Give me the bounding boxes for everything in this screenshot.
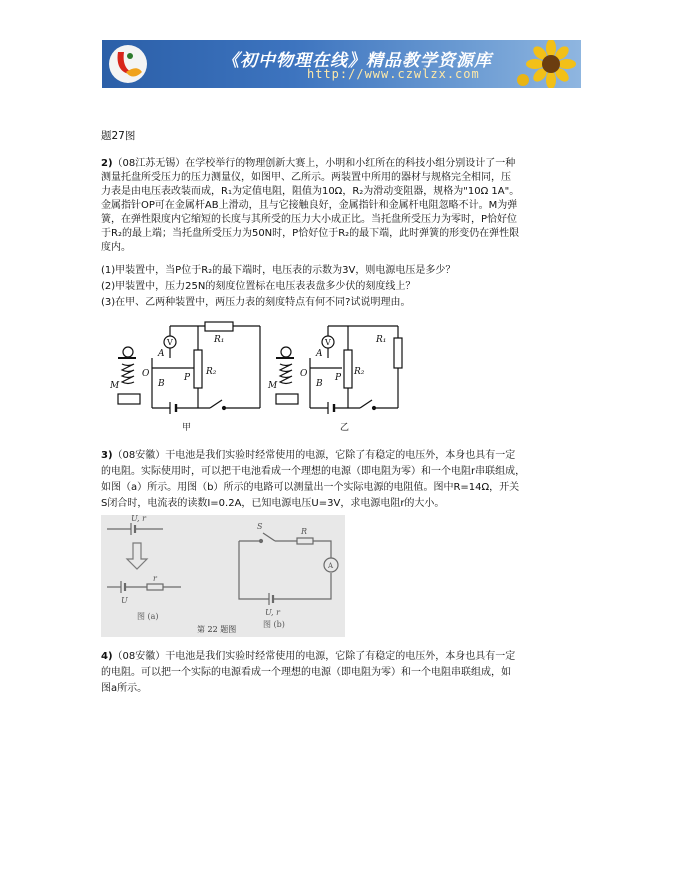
q3-line-2: 的电阻。实际使用时，可以把干电池看成一个理想的电源（即电阻为零）和一个电阻r串联组成，: [101, 466, 526, 477]
label-yi: 乙: [340, 423, 350, 433]
photo-label-rr: R: [301, 527, 308, 536]
photo-label-r: r: [153, 574, 157, 583]
label-v-jia: V: [167, 338, 173, 347]
q2-subq-3: (3)在甲、乙两种装置中，两压力表的刻度特点有何不同?试说明理由。: [101, 297, 411, 308]
q2-subq-1: (1)甲装置中，当P位于R₂的最下端时，电压表的示数为3V，则电源电压是多少？: [101, 265, 456, 276]
figure-heading: 题27图: [101, 130, 136, 142]
q4-line-2: 的电阻。可以把一个实际的电源看成一个理想的电源（即电阻为零）和一个电阻串联组成，如: [101, 667, 511, 678]
label-b-yi: B: [316, 379, 323, 389]
q4-line-3: 图a所示。: [101, 683, 148, 694]
q2-subq-2: (2)甲装置中，压力25N的刻度位置标在电压表表盘多少伏的刻度线上？: [101, 281, 416, 292]
label-jia: 甲: [182, 423, 192, 433]
circuit-diagram-jia-yi: [110, 318, 410, 436]
q2-line-6: 于R₂的最上端；当托盘所受压力为50N时，P恰好位于R₂的最下端，此时弹簧的形变仍在弹性限: [101, 228, 520, 239]
label-m-yi: M: [268, 381, 278, 391]
photo-caption: 第 22 题图: [197, 625, 237, 634]
label-p-yi: P: [335, 373, 342, 383]
q2-line-3: 力表是由电压表改装而成，R₁为定值电阻，阻值为10Ω，R₂为滑动变阻器，规格为"10Ω 1A"。: [101, 186, 520, 197]
q2-line-2: 测量托盘所受压力的压力测量仪，如图甲、乙所示。两装置中所用的器材与规格完全相同，压: [101, 172, 511, 183]
photo-label-ammeter: A: [328, 562, 334, 570]
q3-line-3: 如图（a）所示。用图（b）所示的电路可以测量出一个实际电源的电阻值。图中R=14Ω，开关: [101, 482, 520, 493]
q4-number: 4): [101, 651, 113, 662]
battery-circuit-figure: [101, 515, 345, 637]
q2-text: （08江苏无锡）在学校举行的物理创新大赛上，小明和小红所在的科技小组分别设计了一种: [112, 158, 516, 169]
photo-label-fig-b: 图 (b): [263, 620, 285, 629]
label-o-yi: O: [300, 369, 308, 379]
label-r2-jia: R₂: [206, 367, 217, 377]
q3-number: 3): [101, 450, 113, 461]
banner-title: 《初中物理在线》精品教学资源库: [222, 51, 492, 71]
label-a-jia: A: [158, 349, 165, 359]
label-p-jia: P: [184, 373, 191, 383]
q4-text: （08安徽）干电池是我们实验时经常使用的电源，它除了有稳定的电压外，本身也具有一定: [112, 651, 516, 662]
label-a-yi: A: [316, 349, 323, 359]
q4-line-1: [101, 650, 581, 663]
photo-label-ur-b: U, r: [265, 608, 280, 617]
header-banner: [102, 40, 581, 88]
q2-line-1: [101, 157, 581, 170]
circuit-jia: [118, 322, 260, 414]
q2-number: 2): [101, 158, 113, 169]
photo-label-u: U: [121, 596, 128, 605]
q2-line-4: 金属指针OP可在金属杆AB上滑动，且与它接触良好，金属指针和金属杆电阻忽略不计。M为弹: [101, 200, 518, 211]
label-m-jia: M: [110, 381, 120, 391]
label-r1-jia: R₁: [214, 335, 225, 345]
q3-line-4: S闭合时，电流表的读数I=0.2A，已知电源电压U=3V，求电源电阻r的大小。: [101, 498, 445, 509]
label-o-jia: O: [142, 369, 150, 379]
q2-line-5: 簧，在弹性限度内它缩短的长度与其所受的压力大小成正比。当托盘所受压力为零时，P恰好位: [101, 214, 518, 225]
sunflower-icon: [511, 40, 581, 88]
photo-label-s: S: [257, 522, 263, 531]
q3-line-1: [101, 449, 581, 462]
label-r2-yi: R₂: [354, 367, 365, 377]
photo-label-fig-a: 图 (a): [137, 612, 159, 621]
banner-url[interactable]: http://www.czwlzx.com: [307, 67, 480, 81]
label-b-jia: B: [158, 379, 165, 389]
q3-text: （08安徽）干电池是我们实验时经常使用的电源，它除了有稳定的电压外，本身也具有一定: [112, 450, 516, 461]
q2-line-7: 度内。: [101, 242, 131, 253]
photo-label-ur-top: U, r: [131, 515, 146, 523]
label-r1-yi: R₁: [376, 335, 387, 345]
site-logo-icon: [106, 42, 150, 86]
label-v-yi: V: [325, 338, 331, 347]
